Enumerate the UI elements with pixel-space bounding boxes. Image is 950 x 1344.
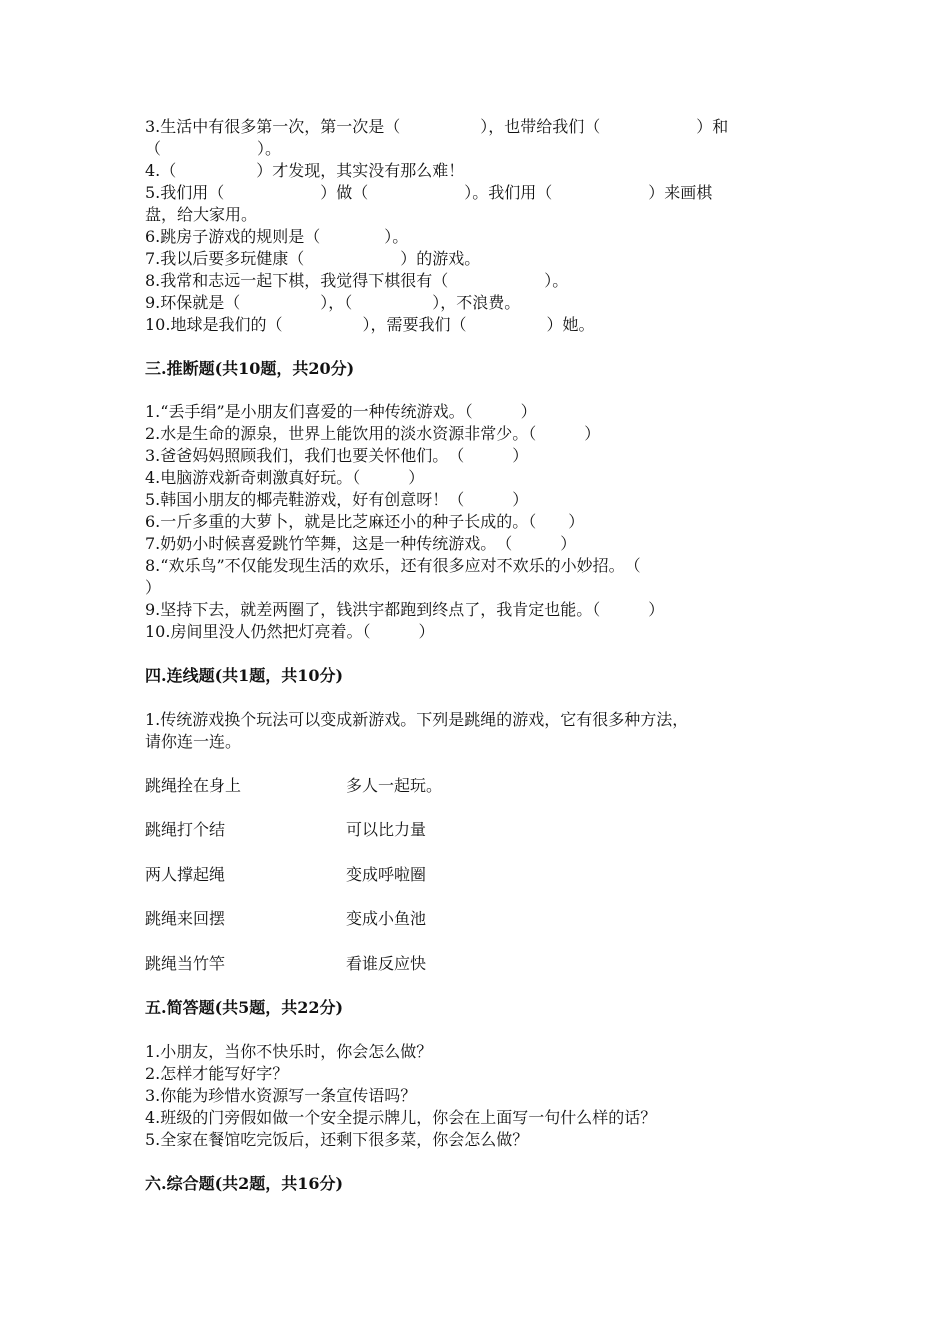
short-answer-item: 2.怎样才能写好字？ (145, 1064, 289, 1083)
fill-blank-item: 5.我们用（ ）做（ ）。我们用（ ）来画棋 (145, 183, 713, 202)
matching-right-item: 变成呼啦圈 (346, 865, 427, 884)
short-answer-item: 4.班级的门旁假如做一个安全提示牌儿，你会在上面写一句什么样的话？ (145, 1108, 657, 1127)
matching-left-item: 两人撑起绳 (145, 865, 226, 884)
judgement-item: 7.奶奶小时候喜爱跳竹竿舞，这是一种传统游戏。 （ ） (145, 534, 577, 553)
judgement-item: 3.爸爸妈妈照顾我们，我们也要关怀他们。 （ ） (145, 446, 529, 465)
section-heading-judgement: 三.推断题(共10题，共20分) (145, 359, 355, 378)
section-heading-comprehensive: 六.综合题(共2题，共16分) (145, 1174, 344, 1193)
matching-left-item: 跳绳当竹竿 (145, 954, 226, 973)
fill-blank-item: 9.环保就是（ ），（ ），不浪费。 (145, 293, 521, 312)
fill-blank-item-cont: 盘，给大家用。 (145, 205, 258, 224)
judgement-item: 1.“丢手绢”是小朋友们喜爱的一种传统游戏。（ ） (145, 402, 537, 421)
judgement-item: 4.电脑游戏新奇刺激真好玩。（ ） (145, 468, 425, 487)
judgement-item: 10.房间里没人仍然把灯亮着。（ ） (145, 622, 435, 641)
fill-blank-item-cont: （ ）。 (145, 139, 282, 158)
short-answer-item: 5.全家在餐馆吃完饭后，还剩下很多菜，你会怎么做？ (145, 1130, 529, 1149)
matching-left-item: 跳绳拴在身上 (145, 776, 242, 795)
judgement-item: 9.坚持下去，就差两圈了，钱洪宇都跑到终点了，我肯定也能。（ ） (145, 600, 665, 619)
section-heading-matching: 四.连线题(共1题，共10分) (145, 666, 344, 685)
matching-right-item: 多人一起玩。 (346, 776, 443, 795)
judgement-item-cont: ） (145, 578, 162, 597)
matching-question: 1.传统游戏换个玩法可以变成新游戏。下列是跳绳的游戏，它有很多种方法， (145, 710, 689, 729)
fill-blank-item: 10.地球是我们的（ ），需要我们（ ）她。 (145, 315, 595, 334)
matching-left-item: 跳绳来回摆 (145, 909, 226, 928)
short-answer-item: 1.小朋友，当你不快乐时，你会怎么做？ (145, 1042, 433, 1061)
short-answer-item: 3.你能为珍惜水资源写一条宣传语吗？ (145, 1086, 417, 1105)
matching-right-item: 变成小鱼池 (346, 909, 427, 928)
judgement-item: 5.韩国小朋友的椰壳鞋游戏，好有创意呀！（ ） (145, 490, 529, 509)
judgement-item: 8.“欢乐鸟”不仅能发现生活的欢乐，还有很多应对不欢乐的小妙招。 （ (145, 556, 641, 575)
fill-blank-item: 4.（ ）才发现，其实没有那么难！ (145, 161, 465, 180)
section-heading-short-answer: 五.简答题(共5题，共22分) (145, 998, 344, 1017)
fill-blank-item: 8.我常和志远一起下棋，我觉得下棋很有（ ）。 (145, 271, 569, 290)
fill-blank-item: 6.跳房子游戏的规则是（ ）。 (145, 227, 409, 246)
matching-right-item: 看谁反应快 (346, 954, 427, 973)
fill-blank-item: 7.我以后要多玩健康（ ）的游戏。 (145, 249, 481, 268)
judgement-item: 6.一斤多重的大萝卜，就是比芝麻还小的种子长成的。（ ） (145, 512, 585, 531)
judgement-item: 2.水是生命的源泉，世界上能饮用的淡水资源非常少。（ ） (145, 424, 601, 443)
matching-question-cont: 请你连一连。 (145, 732, 242, 751)
matching-right-item: 可以比力量 (346, 820, 427, 839)
matching-left-item: 跳绳打个结 (145, 820, 226, 839)
fill-blank-item: 3.生活中有很多第一次，第一次是（ ），也带给我们（ ）和 (145, 117, 729, 136)
